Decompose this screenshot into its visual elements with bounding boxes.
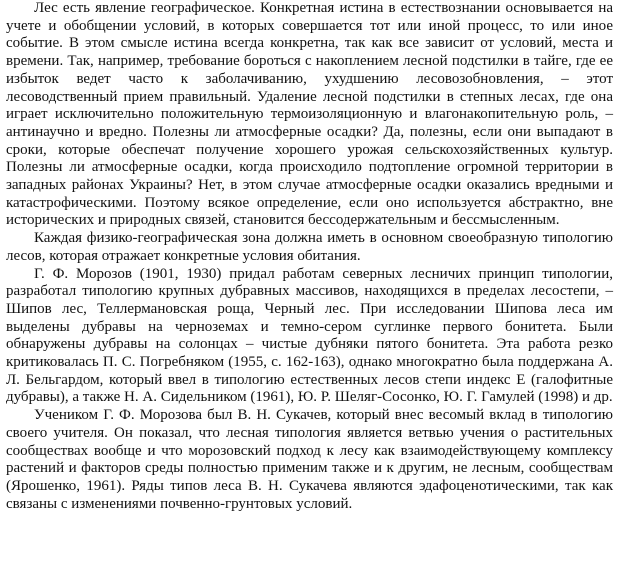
- paragraph-morozov-typology: Г. Ф. Морозов (1901, 1930) придал работам северных лесничих принцип типологии, разработал типологию крупных дубравных массивов, находящихся в пределах лесостепи, – Шипов лес, Теллермановская роща, Черный лес. При исследовании Шипова леса им выделены дубравы на черноземах и темно-сером суглинке первого бонитета. Были обнаружены дубравы на солонцах – чистые дубняки пятого бонитета. Эта работа резко критиковалась П. С. Погребняком (1955, с. 162-163), однако многократно была поддержана А. Л. Бельгардом, который ввел в типологию естественных лесов степи индекс Е (галофитные дубравы), а также Н. А. Сидельником (1961), Ю. Р. Шеляг-Сосонко, Ю. Г. Гамулей (1998) и др.: [6, 265, 613, 406]
- paragraph-forest-geography: Лес есть явление географическое. Конкретная истина в естествознании основывается на учете и обобщении условий, в которых совершается тот или иной процесс, то или иное событие. В этом смысле истина всегда конкретна, так как все зависит от условий, места и времени. Так, например, требование бороться с накоплением лесной подстилки в тайге, где ее избыток ведет часто к заболачиванию, ухудшению лесовозобновления, – этот лесоводственный прием правильный. Удаление лесной подстилки в степных лесах, где она играет исключительно положительную термоизоляционную и влагонакопительную роль, – антинаучно и вредно. Полезны ли атмосферные осадки? Да, полезны, если они выпадают в сроки, которые обеспечат получение хорошего урожая сельскохозяйственных культур. Полезны ли атмосферные осадки, когда происходило подтопление огромной территории в западных районах Украины? Нет, в этом случае атмосферные осадки оказались вредными и катастрофическими. Поэтому всякое определение, если оно используется абстрактно, вне исторических и природных связей, становится бессодержательным и бессмысленным.: [6, 0, 613, 229]
- paragraph-physico-geographic-zone: Каждая физико-географическая зона должна иметь в основном своеобразную типологию лесов, которая отражает конкретные условия обитания.: [6, 230, 613, 264]
- paragraph-sukachev: Учеником Г. Ф. Морозова был В. Н. Сукачев, который внес весомый вклад в типологию своего учителя. Он показал, что лесная типология является ветвью учения о растительных сообществах вообще и что морозовский подход к лесу как взаимодействующему комплексу растений и факторов среды полностью применим также и к другим, не лесным, сообществам (Ярошенко, 1961). Ряды типов леса В. Н. Сукачева являются эдафоценотическими, так как связаны с изменениями почвенно-грунтовых условий.: [6, 407, 613, 512]
